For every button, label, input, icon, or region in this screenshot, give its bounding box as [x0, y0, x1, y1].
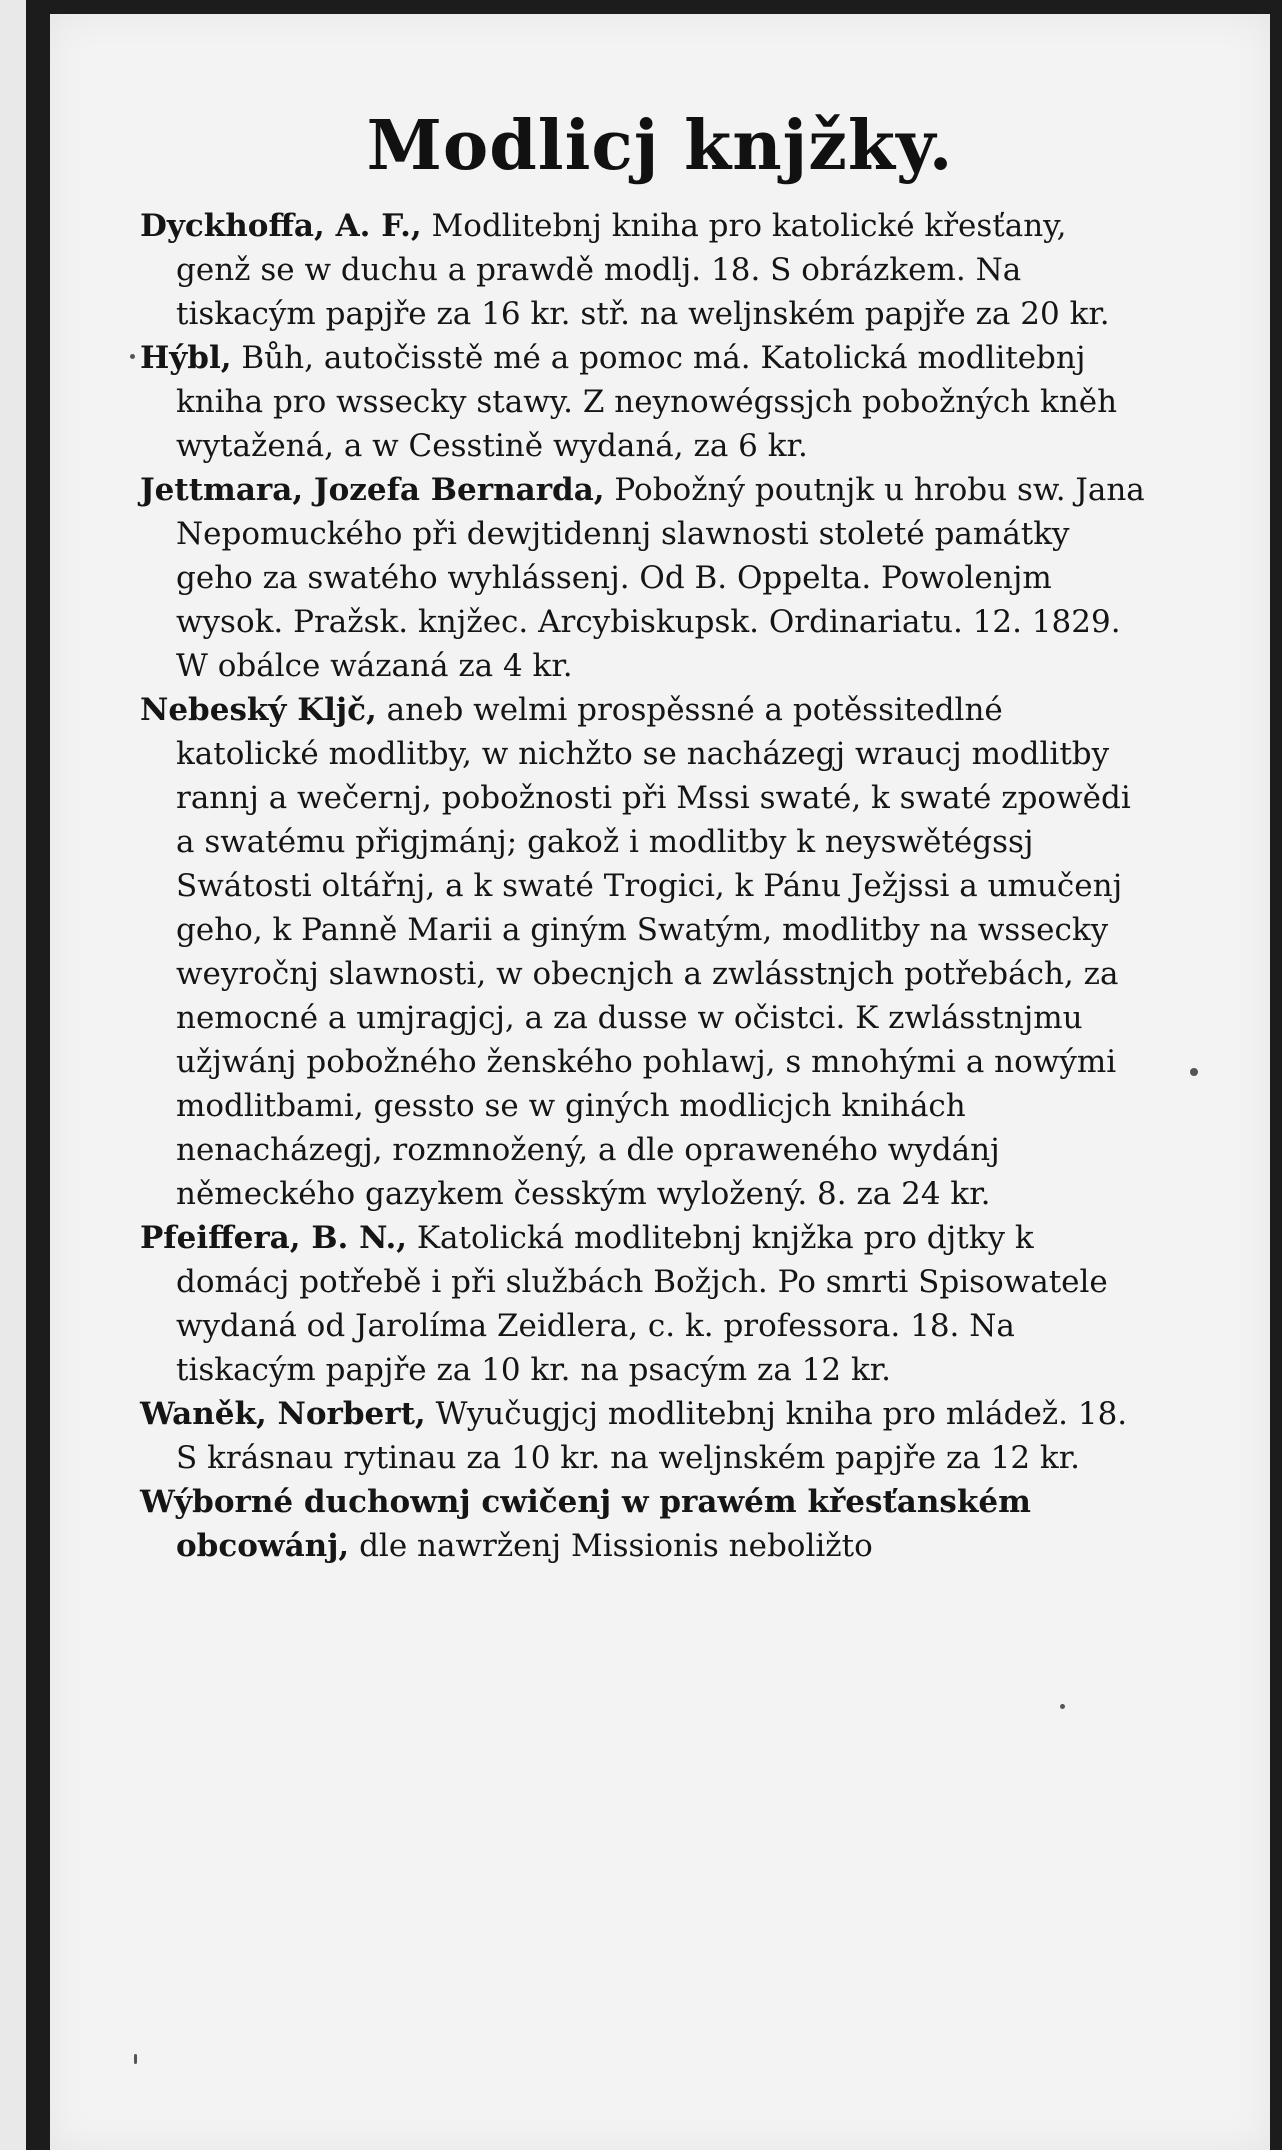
entry-author: Dyckhoffa, A. F.,	[140, 208, 422, 244]
entry-text: Bůh, autočisstě mé a pomoc má. Katolická modlitebnj kniha pro wssecky stawy. Z neynowégssjch pobožných kněh wytažená, a w Cesstině wydaná, za 6 kr.	[176, 340, 1118, 464]
catalog-entry	[140, 1216, 1150, 1392]
catalog-entry	[140, 204, 1150, 336]
entry-author: Pfeiffera, B. N.,	[140, 1220, 408, 1256]
entry-author: Nebeský Kljč,	[140, 692, 377, 728]
book-page	[50, 14, 1270, 2150]
ink-speck	[130, 354, 135, 359]
entry-author: Waněk, Norbert,	[140, 1396, 426, 1432]
left-page-edge	[0, 0, 26, 2150]
entry-author: Jettmara, Jozefa Bernarda,	[140, 472, 605, 508]
catalog-entry	[140, 1480, 1150, 1568]
entry-list	[140, 204, 1150, 1568]
ink-speck	[1190, 1068, 1198, 1076]
entry-text: Wyučugjcj modlitebnj kniha pro mládež. 18. S krásnau rytinau za 10 kr. na weljnském papjře za 12 kr.	[176, 1396, 1128, 1476]
entry-text: Pobožný poutnjk u hrobu sw. Jana Nepomuckého při dewjtidennj slawnosti stoleté památky geho za swatého wyhlássenj. Od B. Oppelta. Powolenjm wysok. Pražsk. knjžec. Arcybiskupsk. Ordinariatu. 12. 1829. W obálce wázaná za 4 kr.	[176, 472, 1145, 684]
catalog-entry	[140, 1392, 1150, 1480]
entry-text: Modlitebnj kniha pro katolické křesťany, genž se w duchu a prawdě modlj. 18. S obrázkem. Na tiskacým papjře za 16 kr. stř. na weljnském papjře za 20 kr.	[176, 208, 1110, 332]
entry-text: dle nawrženj Missionis neboližto	[349, 1528, 873, 1564]
catalog-entry	[140, 688, 1150, 1216]
catalog-entry	[140, 336, 1150, 468]
entry-author: Wýborné duchownj cwičenj w prawém křesťanském obcowánj,	[140, 1484, 1031, 1564]
ink-speck	[134, 2054, 137, 2064]
ink-speck	[1060, 1704, 1065, 1709]
catalog-entry	[140, 468, 1150, 688]
entry-text: Katolická modlitebnj knjžka pro djtky k domácj potřebě i při službách Božjch. Po smrti Spisowatele wydaná od Jarolíma Zeidlera, c. k. professora. 18. Na tiskacým papjře za 10 kr. na psacým za 12 kr.	[176, 1220, 1108, 1388]
page-title: Modlicj knjžky.	[366, 106, 954, 186]
entry-text: aneb welmi prospěssné a potěssitedlné katolické modlitby, w nichžto se nacházegj wraucj modlitby rannj a wečernj, pobožnosti při Mssi swaté, k swaté zpowědi a swatému přigjmánj; gakož i modlitby k neyswětégssj Swátosti oltářnj, a k swaté Trogici, k Pánu Ježjssi a umučenj geho, k Panně Marii a giným Swatým, modlitby na wssecky weyročnj slawnosti, w obecnjch a zwlásstnjch potřebách, za nemocné a umjragjcj, a za dusse w očistci. K zwlásstnjmu užjwánj pobožného ženského pohlawj, s mnohými a nowými modlitbami, gessto se w giných modlicjch knihách nenacházegj, rozmnožený, a dle opraweného wydánj německého gazykem česským wyložený. 8. za 24 kr.	[176, 692, 1131, 1212]
entry-author: Hýbl,	[140, 340, 232, 376]
